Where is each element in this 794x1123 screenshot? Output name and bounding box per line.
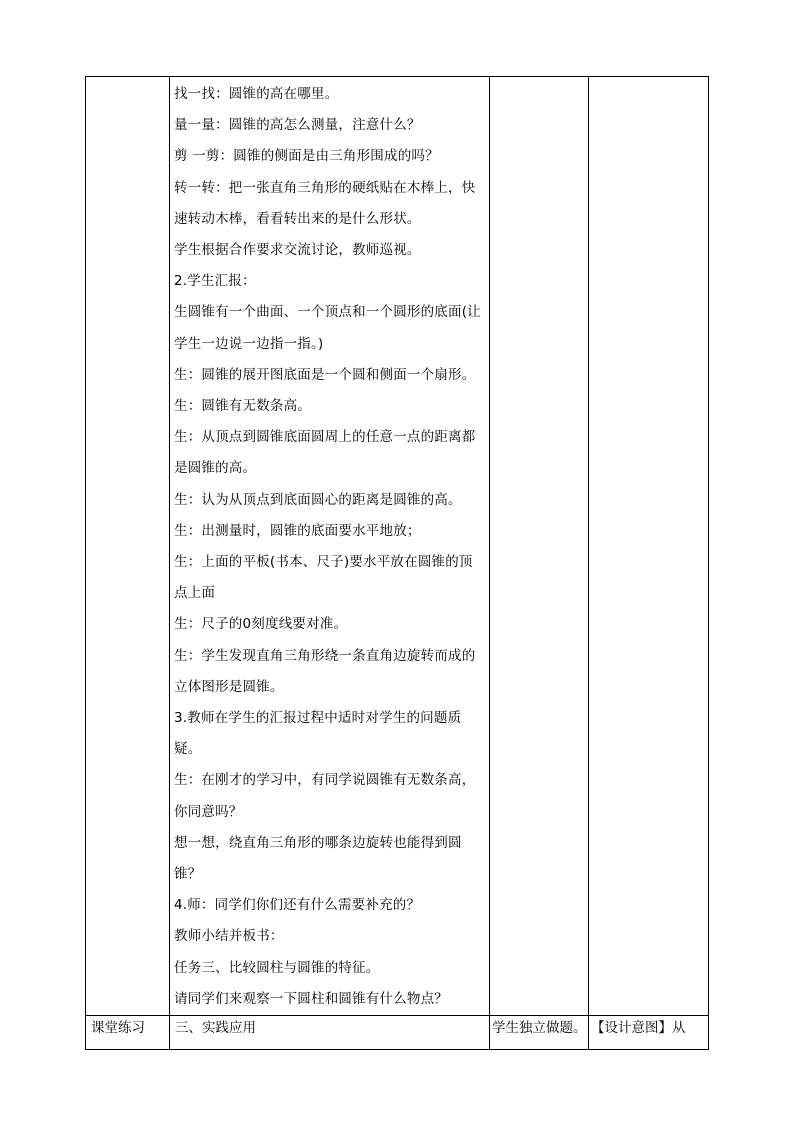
content-line: 生：圆锥有无数条高。 (174, 398, 311, 415)
content-line: 转一转：把一张直角三角形的硬纸贴在木棒上，快 (174, 179, 476, 196)
content-line: 点上面 (174, 585, 216, 602)
content-line: 想一想，绕直角三角形的哪条边旋转也能得到圆 (174, 834, 462, 851)
practice-student-activity: 学生独立做题。 (492, 1020, 587, 1037)
content-line: 教师小结并板书： (174, 928, 284, 945)
content-line: 请同学们来观察一下圆柱和圆锥有什么物点？ (174, 990, 448, 1007)
content-line: 生：出测量时，圆锥的底面要水平地放； (174, 522, 421, 539)
student-activity-cell (490, 77, 589, 1016)
content-line: 立体图形是圆锥。 (174, 678, 284, 695)
content-line: 生：在刚才的学习中，有同学说圆锥有无数条高， (174, 772, 476, 789)
practice-design-intent: 【设计意图】从 (591, 1020, 686, 1037)
content-line: 生：上面的平板(书本、尺子)要水平放在圆锥的顶 (174, 554, 473, 571)
lesson-process-row (86, 77, 709, 1016)
section-label-cell (86, 77, 170, 1016)
teaching-content (170, 77, 489, 1015)
content-line: 速转动木棒，看看转出来的是什么形状。 (174, 210, 421, 227)
teaching-content-cell (170, 77, 490, 1016)
lesson-plan-table (85, 76, 709, 1050)
content-line: 剪 一剪：圆锥的侧面是由三角形围成的吗？ (174, 148, 439, 165)
content-line: 你同意吗？ (174, 803, 243, 820)
content-line: 找一找：圆锥的高在哪里。 (174, 86, 339, 102)
practice-intent-cell (589, 1016, 709, 1050)
content-line: 锥？ (174, 866, 202, 883)
content-line: 2.学生汇报： (174, 273, 256, 290)
practice-label-cell (86, 1016, 170, 1050)
practice-label: 课堂练习 (91, 1020, 145, 1037)
content-line: 量一量：圆锥的高怎么测量，注意什么？ (174, 117, 421, 134)
practice-content: 三、实践应用 (175, 1020, 256, 1037)
practice-content-cell (170, 1016, 490, 1050)
content-line: 任务三、比较圆柱与圆锥的特征。 (174, 959, 380, 976)
practice-row (86, 1016, 709, 1050)
content-line: 3.教师在学生的汇报过程中适时对学生的问题质 (174, 710, 462, 727)
content-line: 学生一边说一边指一指。) (174, 335, 324, 352)
content-line: 生圆锥有一个曲面、一个顶点和一个圆形的底面(让 (174, 304, 481, 321)
content-line: 是圆锥的高。 (174, 460, 257, 477)
content-line: 4.师：同学们你们还有什么需要补充的？ (174, 897, 421, 914)
content-line: 生：圆锥的展开图底面是一个圆和侧面一个扇形。 (174, 366, 476, 383)
content-line: 学生根据合作要求交流讨论，教师巡视。 (174, 242, 421, 259)
practice-student-cell (490, 1016, 589, 1050)
content-line: 生：尺子的0刻度线要对准。 (174, 616, 348, 633)
content-line: 生：学生发现直角三角形绕一条直角边旋转而成的 (174, 647, 476, 664)
content-line: 生：从顶点到圆锥底面圆周上的任意一点的距离都 (174, 429, 476, 446)
design-intent-cell (589, 77, 709, 1016)
content-line: 疑。 (174, 741, 202, 758)
content-line: 生：认为从顶点到底面圆心的距离是圆锥的高。 (174, 491, 462, 508)
